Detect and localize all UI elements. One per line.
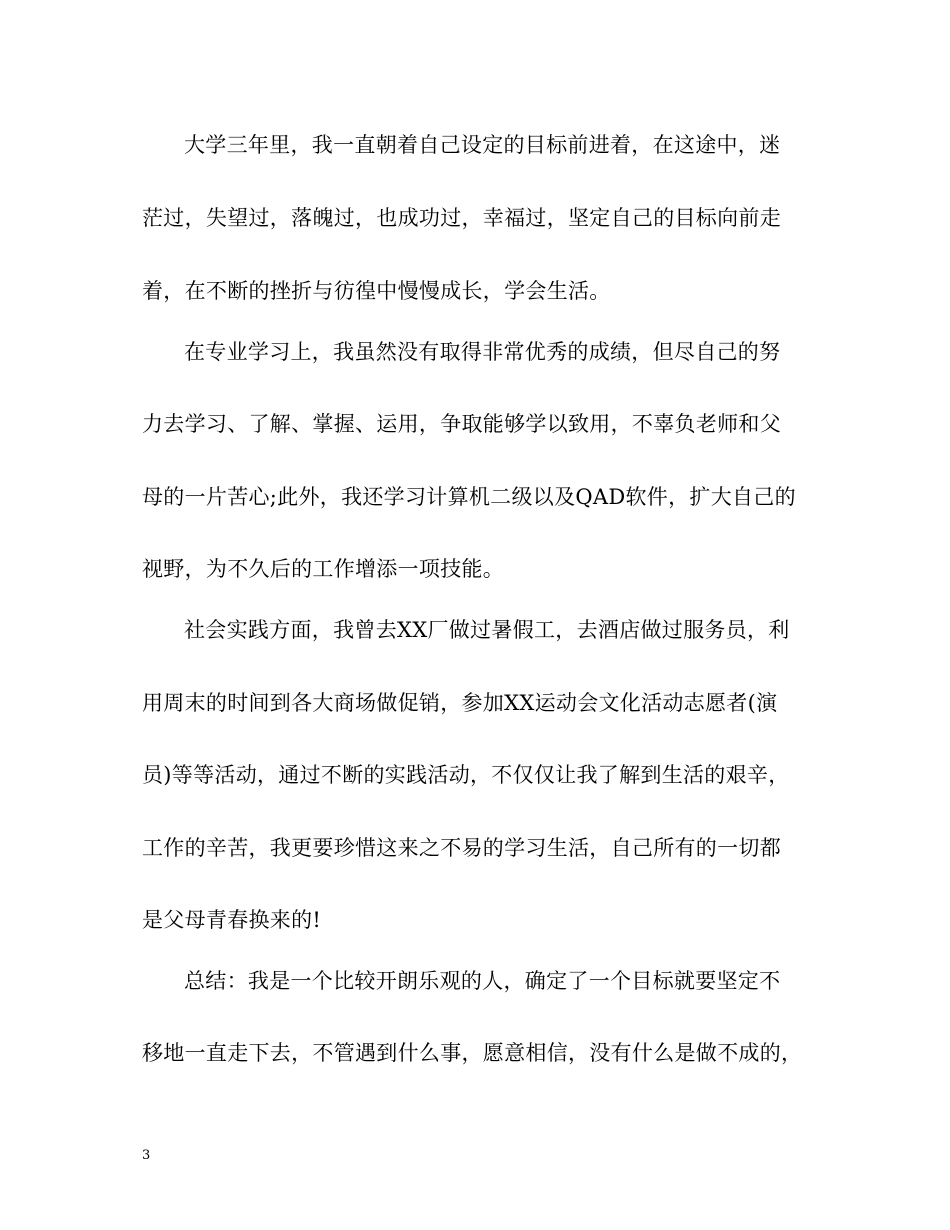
paragraph-1-line-1: 大学三年里，我一直朝着自己设定的目标前进着，在这途中，迷 — [184, 133, 781, 157]
paragraph-2-line-3: 母的一片苦心;此外，我还学习计算机二级以及QAD软件，扩大自己的 — [142, 485, 796, 509]
paragraph-4-line-1: 总结：我是一个比较开朗乐观的人，确定了一个目标就要坚定不 — [184, 969, 781, 993]
paragraph-2-line-2: 力去学习、了解、掌握、运用，争取能够学以致用，不辜负老师和父 — [142, 412, 781, 436]
paragraph-1-line-2: 茫过，失望过，落魄过，也成功过，幸福过，坚定自己的目标向前走 — [142, 206, 781, 230]
paragraph-4-line-2: 移地一直走下去，不管遇到什么事，愿意相信，没有什么是做不成的， — [142, 1041, 803, 1065]
paragraph-2-line-1: 在专业学习上，我虽然没有取得非常优秀的成绩，但尽自己的努 — [184, 340, 781, 364]
paragraph-3-line-2: 用周末的时间到各大商场做促销，参加XX运动会文化活动志愿者(演 — [142, 691, 778, 715]
paragraph-3-line-3: 员)等等活动，通过不断的实践活动，不仅仅让我了解到生活的艰辛， — [142, 763, 790, 787]
paragraph-1-line-3: 着，在不断的挫折与彷徨中慢慢成长，学会生活。 — [142, 279, 611, 303]
paragraph-2-line-4: 视野，为不久后的工作增添一项技能。 — [142, 557, 505, 581]
paragraph-3-line-5: 是父母青春换来的! — [142, 908, 322, 932]
paragraph-3-line-1: 社会实践方面，我曾去XX厂做过暑假工，去酒店做过服务员，利 — [184, 618, 790, 642]
paragraph-3-line-4: 工作的辛苦，我更要珍惜这来之不易的学习生活，自己所有的一切都 — [142, 836, 781, 860]
page-number: 3 — [142, 1148, 151, 1163]
